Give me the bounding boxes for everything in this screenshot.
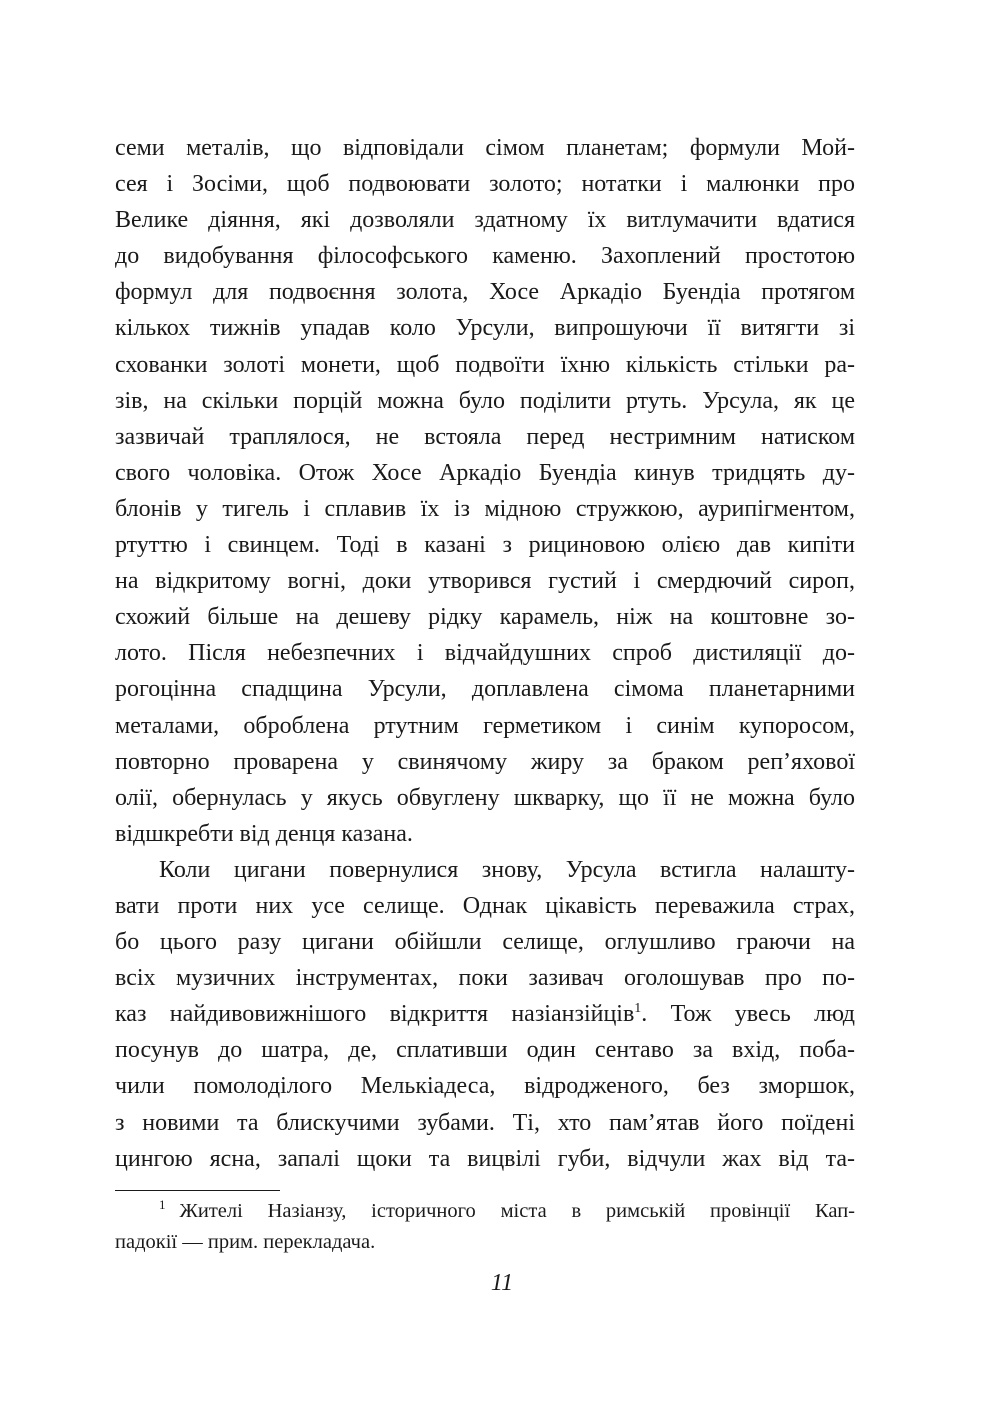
text-line: свого чоловіка. Отож Хосе Аркадіо Буендіа кинув тридцять ду-	[115, 459, 855, 486]
text-line: ртуттю і свинцем. Тоді в казані з рициновою олією дав кипіти	[115, 532, 855, 559]
footnote-marker: 1	[159, 1197, 166, 1213]
footnote-reference[interactable]: 1	[634, 1001, 642, 1017]
text-fragment: каз найдивовижнішого відкриття назіанзійців	[115, 1001, 635, 1028]
paragraph	[115, 130, 855, 852]
text-line: сея і Зосіми, щоб подвоювати золото; нотатки і малюнки про	[115, 171, 855, 198]
footnote-divider	[115, 1190, 280, 1191]
text-line: олії, обернулась у якусь обвуглену шкварку, що її не можна було	[115, 784, 855, 811]
text-line: цингою ясна, запалі щоки та вицвілі губи, відчули жах від та-	[115, 1145, 855, 1172]
text-line: бо цього разу цигани обійшли селище, оглушливо граючи на	[115, 929, 855, 956]
text-fragment: . Тож увесь люд	[641, 1001, 855, 1028]
page-number: 11	[490, 1270, 514, 1296]
text-line: лото. Після небезпечних і відчайдушних спроб дистиляції до-	[115, 640, 855, 667]
text-line: посунув до шатра, де, сплативши один сентаво за вхід, поба-	[115, 1037, 855, 1064]
text-line: кількох тижнів упадав коло Урсули, випрошуючи її витягти зі	[115, 315, 855, 342]
text-line: металами, оброблена ртутним герметиком і синім купоросом,	[115, 712, 855, 739]
footnote-text: Жителі Назіанзу, історичного міста в римській провінції Кап-	[179, 1200, 855, 1222]
text-line: схованки золоті монети, щоб подвоїти їхню кількість стільки ра-	[115, 351, 855, 378]
text-line: до видобування філософського каменю. Захоплений простотою	[115, 243, 855, 270]
footnote-line: падокії — прим. перекладача.	[115, 1231, 376, 1253]
text-line: схожий більше на дешеву рідку карамель, ніж на коштовне зо-	[115, 604, 855, 631]
footnote	[115, 1196, 855, 1258]
text-line: всіх музичних інструментах, поки зазивач оголошував про по-	[115, 965, 855, 992]
text-line-with-footnote-ref	[115, 996, 855, 1032]
text-line: відшкребти від денця казана.	[115, 820, 413, 847]
text-line: рогоцінна спадщина Урсули, доплавлена сімома планетарними	[115, 676, 855, 703]
text-line: на відкритому вогні, доки утворився густий і смердючий сироп,	[115, 568, 855, 595]
text-line: Коли цигани повернулися знову, Урсула встигла налашту-	[159, 856, 855, 883]
text-line: формул для подвоєння золота, Хосе Аркадіо Буендіа протягом	[115, 279, 855, 306]
paragraph	[115, 852, 855, 1177]
text-line: семи металів, що відповідали сімом планетам; формули Мой-	[115, 135, 855, 161]
text-line: з новими та блискучими зубами. Ті, хто пам’ятав його поїдені	[115, 1109, 855, 1136]
text-line: вати проти них усе селище. Однак цікавість переважила страх,	[115, 892, 855, 919]
footnote-line	[115, 1196, 855, 1227]
text-line: зів, на скільки порцій можна було поділити ртуть. Урсула, як це	[115, 387, 855, 414]
text-line: блонів у тигель і сплавив їх із мідною стружкою, аурипігментом,	[115, 495, 855, 522]
text-line: зазвичай траплялося, не встояла перед нестримним натиском	[115, 423, 855, 450]
text-line: чили помолоділого Мелькіадеса, відродженого, без зморшок,	[115, 1073, 855, 1100]
text-line: Велике діяння, які дозволяли здатному їх витлумачити вдатися	[115, 207, 855, 234]
body-text	[115, 130, 855, 1177]
text-line: повторно проварена у свинячому жиру за браком реп’яхової	[115, 748, 855, 775]
